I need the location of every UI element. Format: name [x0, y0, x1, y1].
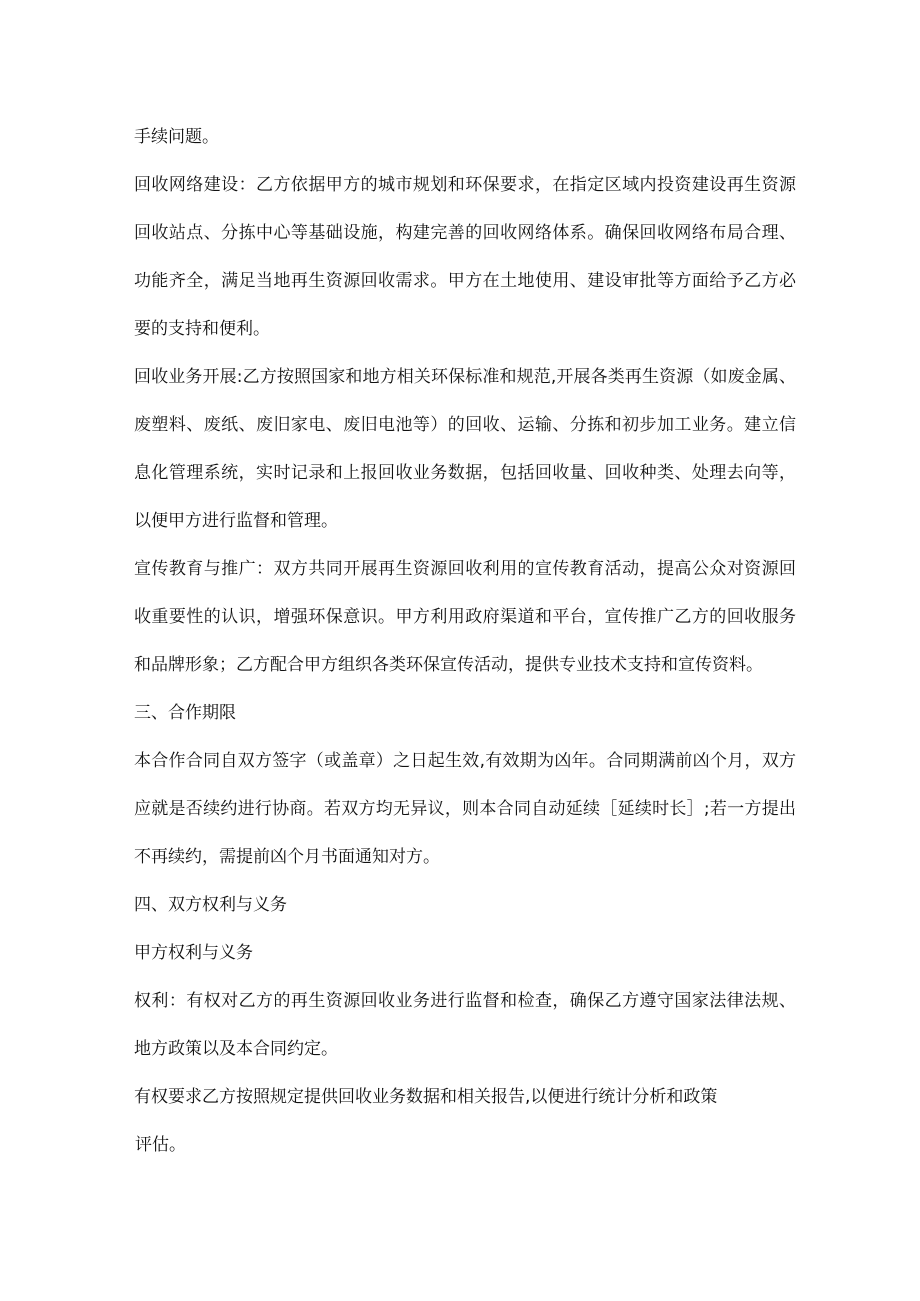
- document-body: [134, 113, 796, 1169]
- paragraph-rights-supervision: 权利：有权对乙方的再生资源回收业务进行监督和检查，确保乙方遵守国家法律法规、地方政策以及本合同约定。: [134, 991, 796, 1059]
- section-heading-rights-obligations: 四、双方权利与义务: [134, 895, 287, 915]
- section-heading-cooperation-term: 三、合作期限: [134, 703, 236, 723]
- paragraph-procedures: 手续问题。: [134, 127, 219, 147]
- subheading-party-a-rights: 甲方权利与义务: [134, 943, 253, 963]
- paragraph-recycling-network: 回收网络建设：乙方依据甲方的城市规划和环保要求，在指定区域内投资建设再生资源回收站点、分拣中心等基础设施，构建完善的回收网络体系。确保回收网络布局合理、功能齐全，满足当地再生资源回收需求。甲方在土地使用、建设审批等方面给予乙方必要的支持和便利。: [134, 175, 796, 339]
- paragraph-recycling-business: 回收业务开展:乙方按照国家和地方相关环保标准和规范,开展各类再生资源（如废金属、废塑料、废纸、废旧家电、废旧电池等）的回收、运输、分拣和初步加工业务。建立信息化管理系统，实时记录和上报回收业务数据，包括回收量、回收种类、处理去向等，以便甲方进行监督和管理。: [134, 367, 796, 531]
- paragraph-rights-data-request: 有权要求乙方按照规定提供回收业务数据和相关报告,以便进行统计分析和政策: [134, 1087, 718, 1107]
- paragraph-evaluation: 评估。: [135, 1135, 186, 1155]
- paragraph-cooperation-term: 本合作合同自双方签字（或盖章）之日起生效,有效期为凶年。合同期满前凶个月，双方应就是否续约进行协商。若双方均无异议，则本合同自动延续［延续时长］;若一方提出不再续约，需提前凶个月书面通知对方。: [134, 751, 796, 867]
- paragraph-publicity-education: 宣传教育与推广：双方共同开展再生资源回收利用的宣传教育活动，提高公众对资源回收重要性的认识，增强环保意识。甲方利用政府渠道和平台，宣传推广乙方的回收服务和品牌形象；乙方配合甲方组织各类环保宣传活动，提供专业技术支持和宣传资料。: [134, 559, 796, 675]
